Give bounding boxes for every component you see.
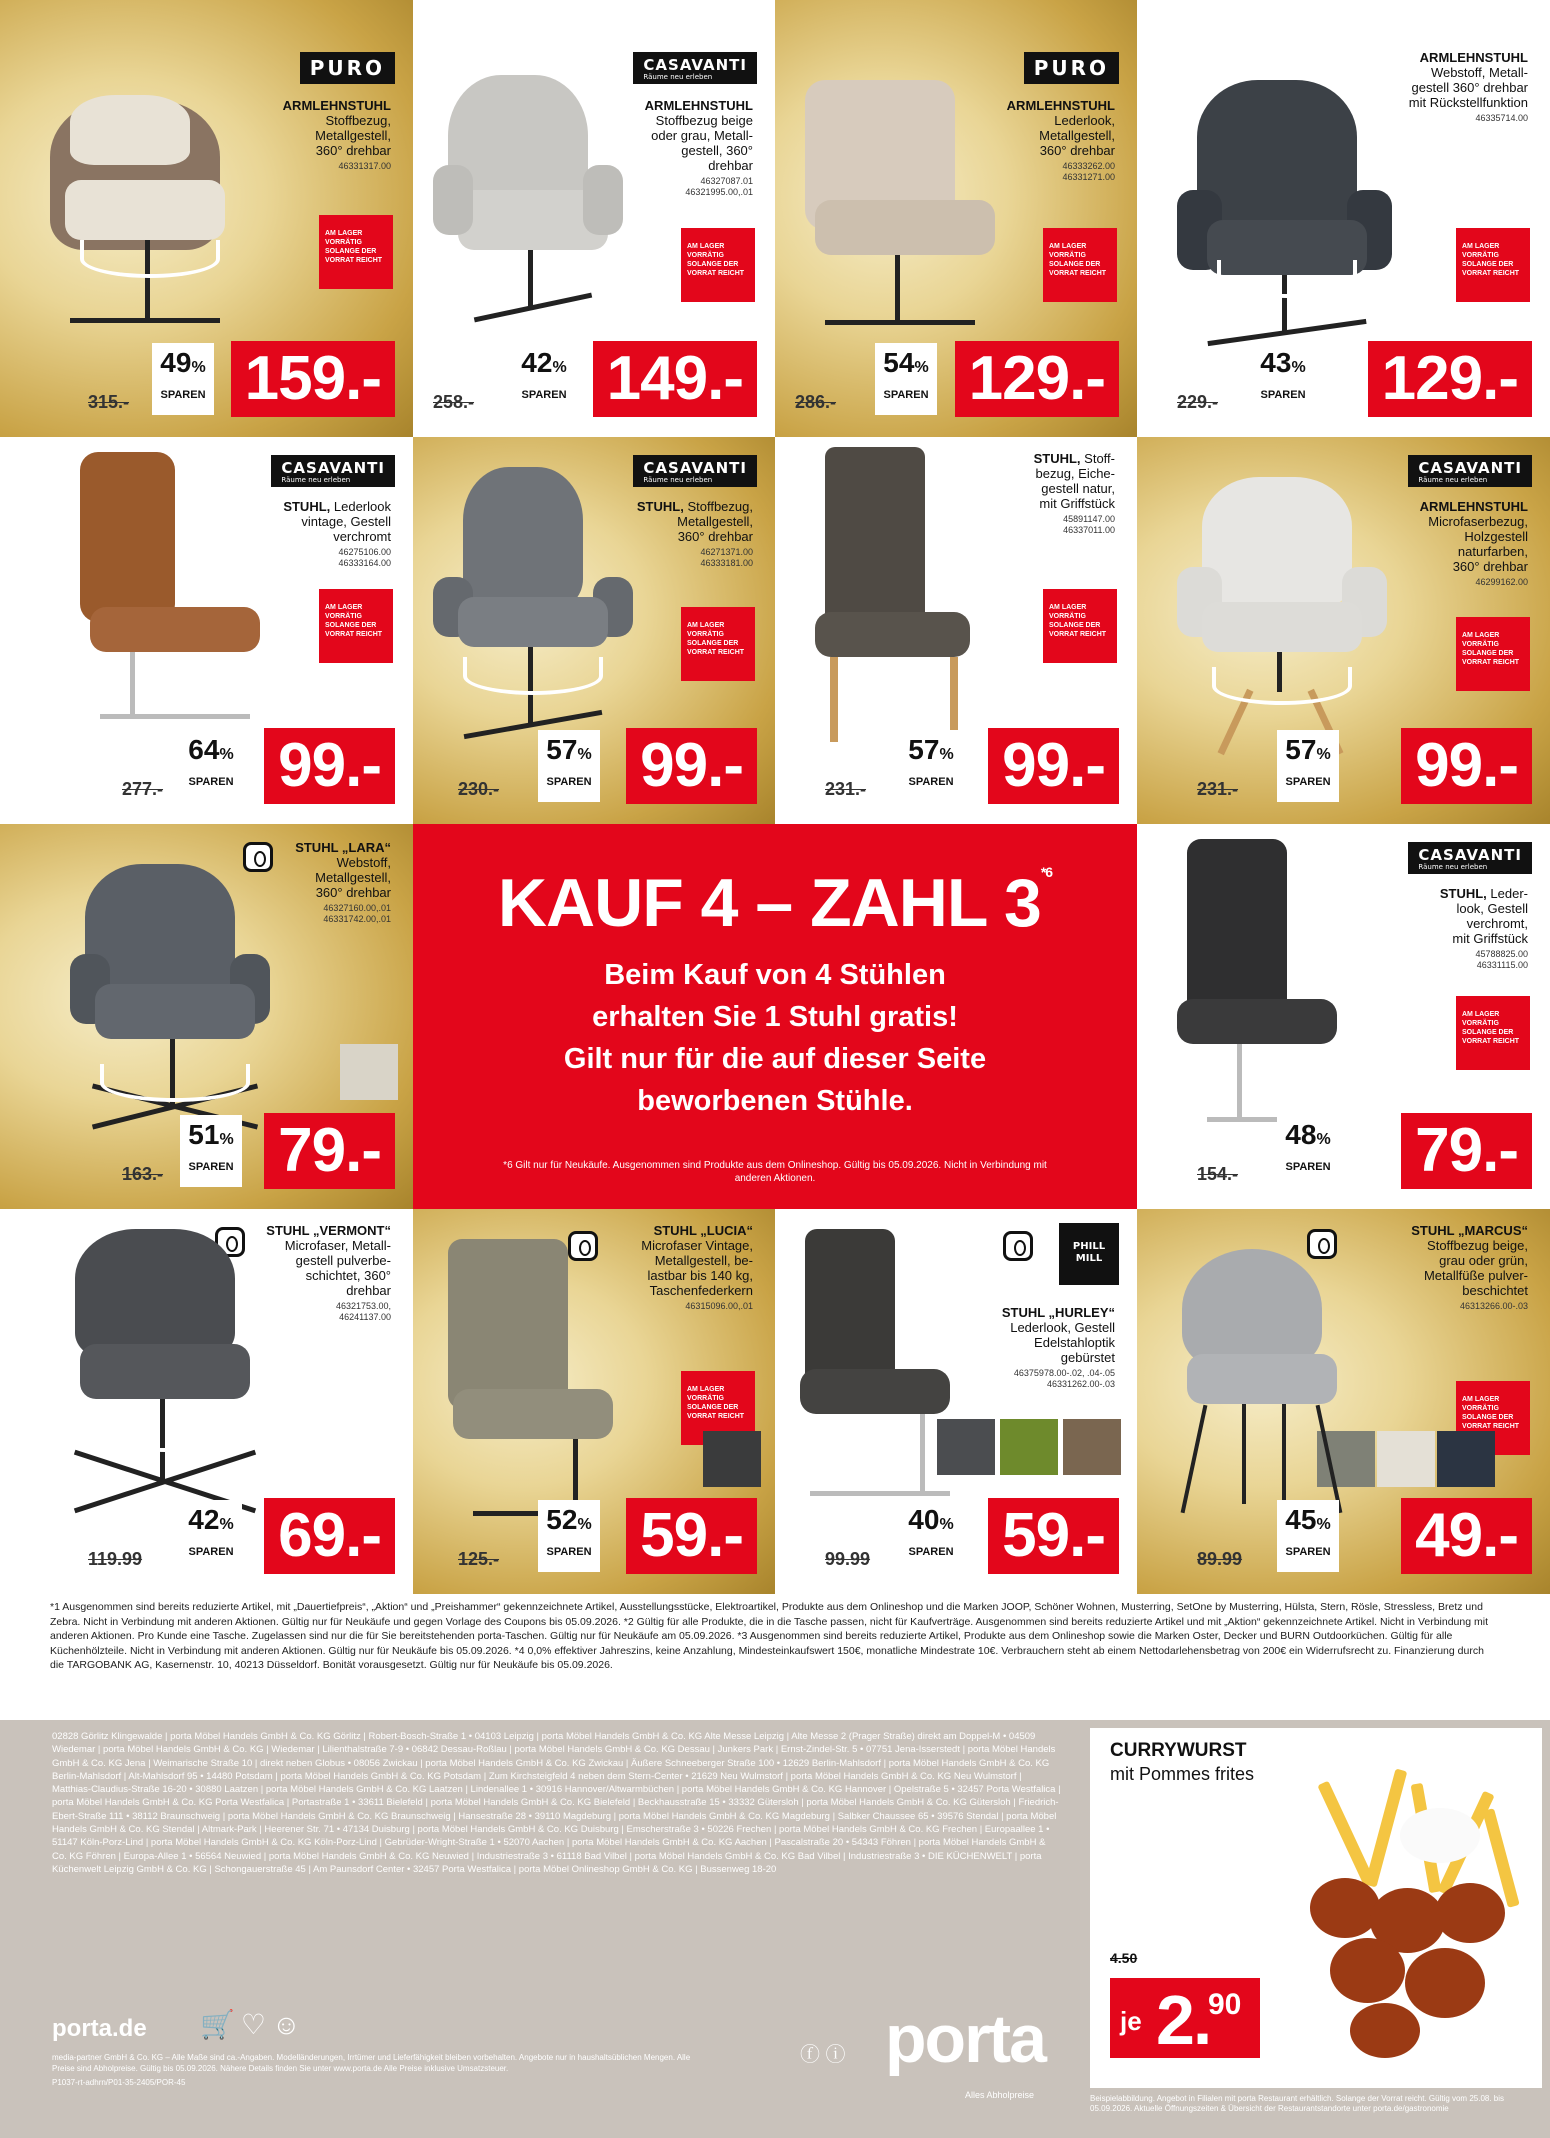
chair-image — [70, 864, 290, 1154]
discount-badge: 42% SPAREN — [513, 343, 575, 415]
desc-line: 360° drehbar — [1452, 559, 1528, 574]
promo-footnote: *6 Gilt nur für Neukäufe. Ausgenommen sind Produkte aus dem Onlineshop. Gültig bis 05.09.2026. Nicht in Verbindung mit anderen Aktionen. — [503, 1160, 1047, 1184]
article-number: 46331262.00-.03 — [1046, 1379, 1115, 1389]
product-card-8[interactable] — [1137, 437, 1550, 824]
price-tag: 69.- — [264, 1498, 395, 1574]
color-swatch[interactable] — [1377, 1431, 1435, 1487]
desc-line: Taschenfederkern — [649, 1283, 753, 1298]
product-card-10[interactable] — [1137, 824, 1550, 1209]
product-card-1[interactable] — [0, 0, 413, 437]
desc-line: vintage, Gestell — [301, 514, 391, 529]
product-title: ARMLEHNSTUHL — [1419, 50, 1528, 65]
chair-image — [60, 1229, 280, 1529]
desc-line: gestell, 360° — [681, 143, 753, 158]
desc-line: mit Griffstück — [1039, 496, 1115, 511]
chair-image — [50, 90, 260, 350]
chair-image — [790, 1229, 980, 1529]
discount-badge: 51% SPAREN — [180, 1115, 242, 1187]
footer-band — [0, 1720, 1550, 2138]
discount-badge: 57% SPAREN — [538, 730, 600, 802]
desc-line: 360° drehbar — [677, 529, 753, 544]
discount-badge: 54% SPAREN — [875, 343, 937, 415]
desc-line: naturfarben, — [1457, 544, 1528, 559]
chair-image — [1162, 1249, 1362, 1529]
article-number: 46275106.00 — [338, 547, 391, 557]
color-swatch[interactable] — [1063, 1419, 1121, 1475]
article-number: 46331742.00,.01 — [323, 914, 391, 924]
desc-line: Metallgestell, — [1039, 128, 1115, 143]
chair-image — [80, 452, 280, 752]
discount-badge: 57% SPAREN — [900, 730, 962, 802]
discount-badge: 52% SPAREN — [538, 1500, 600, 1572]
currywurst-image — [1270, 1768, 1530, 2068]
desc-line: Stoffbezug beige, — [1427, 1238, 1528, 1253]
desc-line: grau oder grün, — [1439, 1253, 1528, 1268]
product-title: STUHL, — [283, 499, 331, 514]
desc-line: Metallgestell, — [677, 514, 753, 529]
brand-logo: PHILL MILL — [1059, 1223, 1119, 1285]
desc-line: 360° drehbar — [1039, 143, 1115, 158]
price-tag: 49.- — [1401, 1498, 1532, 1574]
store-list: 02828 Görlitz Klingewalde | porta Möbel Handels GmbH & Co. KG Görlitz | Robert-Bosch-Straße 1 • 04103 Leipzig | porta Möbel Handels GmbH & Co. KG Alte Messe Leipzig | Alte Messe 2 (Prager Straße) direkt am Doppel-M • 04509 Wiedemar | porta Möbel Handels GmbH & Co. KG | Wiedemar | Lilienthalstraße 7-9 • 06842 Dessau-Roßlau | porta Möbel Handels GmbH & Co. KG Dessau | Junkers Park | Ernst-Zindel-Str. 5 • 07751 Jena-Isserstedt | porta Möbel Handels GmbH & Co. KG Jena | Weimarische Straße 10 | direkt neben Globus • 08056 Zwickau | porta Möbel Handels GmbH & Co. KG Zwickau | Äußere Schneeberger Straße 100 • 12629 Berlin-Mahlsdorf | porta Möbel Handels GmbH & Co. KG Berlin-Mahlsdorf | Alt-Mahlsdorf 95 • 14480 Potsdam | porta Möbel Handels GmbH & Co. KG Potsdam | Zum Kirchsteigfeld 4 neben dem Stern-Center • 21629 Neu Wulmstorf | porta Möbel Handels GmbH & Co. KG Neu Wulmstorf | Matthias-Claudius-Straße 16-20 • 30880 Laatzen | porta Möbel Handels GmbH & Co. KG Laatzen | Lindenallee 1 • 30916 Hannover/Altwarmbüchen | porta Möbel Handels GmbH & Co. KG Hannover | Opelstraße 5 • 32457 Porta Westfalica | porta Möbel Handels GmbH & Co. KG Porta Westfalica | Portastraße 1 • 33611 Bielefeld | porta Möbel Handels GmbH & Co. KG Bielefeld | Beckhausstraße 15 • 33332 Gütersloh | porta Möbel Handels GmbH & Co. KG Gütersloh | Friedrich-Ebert-Straße 111 • 38112 Braunschweig | porta Möbel Handels GmbH & Co. KG Braunschweig | Hansestraße 28 • 39110 Magdeburg | porta Möbel Handels GmbH & Co. KG Magdeburg | Salbker Chaussee 65 • 39576 Stendal | porta Möbel Handels GmbH & Co. KG Stendal | Altmark-Park | Heerener Str. 71 • 47134 Duisburg | porta Möbel Handels GmbH & Co. KG Duisburg | Emscherstraße 3 • 50226 Frechen | porta Möbel Handels GmbH & Co. KG Frechen | Europaallee 1 • 51147 Köln-Porz-Lind | porta Möbel Handels GmbH & Co. KG Köln-Porz-Lind | Gebrüder-Wright-Straße 1 • 52070 Aachen | porta Möbel Handels GmbH & Co. KG Aachen | Pascalstraße 20 • 54343 Föhren | porta Möbel Handels GmbH & Co. KG Föhren | Europa-Allee 1 • 56564 Neuwied | porta Möbel Handels GmbH & Co. KG Neuwied | Industriestraße 3 • 61118 Bad Vilbel | porta Möbel Handels GmbH & Co. KG Bad Vilbel | Industriestraße 3 • DIE KÜCHENWELT | porta Küchenwelt Leipzig GmbH & Co. KG | Schongauerstraße 45 | Am Paunsdorf Center • 32457 Porta Westfalica | porta Möbel Onlineshop GmbH & Co. KG | Bussenweg 18-20 — [52, 1731, 1061, 1875]
chair-image — [1177, 839, 1377, 1149]
discount-badge: 49% SPAREN — [152, 343, 214, 415]
desc-line: beschichtet — [1462, 1283, 1528, 1298]
price-tag: 149.- — [593, 341, 757, 417]
desc-line: bezug, Eiche- — [1035, 466, 1115, 481]
product-title: STUHL, — [1439, 886, 1487, 901]
brand-logo: CASAVANTI Räume neu erleben — [1408, 842, 1532, 874]
product-description — [1378, 886, 1528, 971]
desc-line: verchromt — [333, 529, 391, 544]
product-card-3[interactable] — [775, 0, 1137, 437]
price-tag: 79.- — [264, 1113, 395, 1189]
product-title: ARMLEHNSTUHL — [1419, 499, 1528, 514]
old-price: 229.- — [1177, 392, 1219, 412]
chair-image — [1177, 80, 1397, 370]
article-number: 46333181.00 — [700, 558, 753, 568]
social-icons[interactable]: ⓕ ⓘ — [800, 2044, 846, 2066]
chair-image — [1177, 477, 1387, 767]
product-title: STUHL „VERMONT“ — [266, 1223, 391, 1238]
desc-line: schichtet, 360° — [305, 1268, 391, 1283]
product-card-13[interactable] — [775, 1209, 1137, 1594]
price-tag: 79.- — [1401, 1113, 1532, 1189]
old-price: 119.99 — [88, 1549, 143, 1569]
desc-line: oder grau, Metall- — [651, 128, 753, 143]
old-price: 277.- — [122, 779, 164, 799]
price-tag: 99.- — [264, 728, 395, 804]
article-number: 46331271.00 — [1062, 172, 1115, 182]
old-price: 231.- — [1197, 779, 1239, 799]
porta-logo: porta — [885, 2001, 1045, 2077]
desc-line: 360° drehbar — [315, 885, 391, 900]
stock-badge: AM LAGER VORRÄTIG SOLANGE DER VORRAT REICHT — [1043, 589, 1117, 663]
desc-line: gebürstet — [1060, 1350, 1115, 1365]
price-tag: 129.- — [955, 341, 1119, 417]
product-title: STUHL „LARA“ — [295, 840, 391, 855]
stock-badge: AM LAGER VORRÄTIG SOLANGE DER VORRAT REICHT — [681, 607, 755, 681]
promo-banner — [413, 824, 1137, 1209]
discount-badge: 57% SPAREN — [1277, 730, 1339, 802]
imprint: media-partner GmbH & Co. KG – Alle Maße sind ca.-Angaben. Modelländerungen, Irrtümer und Lieferfähigkeit bleiben vorbehalten. Angebote nur in haushaltsüblichen Mengen. Alle Preise sind Abholpreise. Gültig bis 05.09.2026. Nähere Details finden Sie unter www.porta.de Alle Preise inklusive Umsatzsteuer. P1037-rt-adhrn/P01-35-2405/POR-45 — [52, 2053, 691, 2087]
product-title: STUHL „HURLEY“ — [1001, 1305, 1115, 1320]
product-card-4[interactable] — [1137, 0, 1550, 437]
color-swatch[interactable] — [1000, 1419, 1058, 1475]
stock-badge: AM LAGER VORRÄTIG SOLANGE DER VORRAT REICHT — [1456, 228, 1530, 302]
brand-logo: CASAVANTI Räume neu erleben — [633, 455, 757, 487]
discount-badge: 64% SPAREN — [180, 730, 242, 802]
desc-line: gestell 360° drehbar — [1411, 80, 1528, 95]
color-swatch[interactable] — [703, 1431, 761, 1487]
product-card-11[interactable] — [0, 1209, 413, 1594]
chair-image — [433, 467, 633, 757]
product-card-2[interactable] — [413, 0, 775, 437]
price-tag: 59.- — [626, 1498, 757, 1574]
food-old-price: 4.50 — [1110, 1950, 1138, 1966]
old-price: 99.99 — [825, 1549, 871, 1569]
stock-badge: AM LAGER VORRÄTIG SOLANGE DER VORRAT REICHT — [681, 228, 755, 302]
brand-logo: CASAVANTI Räume neu erleben — [633, 52, 757, 84]
desc-line: Stoffbezug beige — [655, 113, 753, 128]
chair-image — [433, 1239, 633, 1529]
desc-line: verchromt, — [1466, 916, 1528, 931]
article-number: 46331115.00 — [1476, 960, 1528, 970]
chair-image — [433, 70, 633, 350]
desc-line: Lederlook — [333, 499, 391, 514]
desc-line: Microfaserbezug, — [1428, 514, 1528, 529]
discount-badge: 43% SPAREN — [1252, 343, 1314, 415]
old-price: 89.99 — [1197, 1549, 1243, 1569]
brand-logo: CASAVANTI Räume neu erleben — [1408, 455, 1532, 487]
product-title: ARMLEHNSTUHL — [644, 98, 753, 113]
price-tag: 59.- — [988, 1498, 1119, 1574]
article-number: 46313266.00-.03 — [1459, 1301, 1528, 1311]
product-description — [975, 451, 1115, 536]
article-number: 46271371.00 — [700, 547, 753, 557]
old-price: 286.- — [795, 392, 837, 412]
desc-line: Stoffbezug, — [687, 499, 753, 514]
desc-line: 360° drehbar — [315, 143, 391, 158]
desc-line: Lederlook, Gestell — [1010, 1320, 1115, 1335]
desc-line: Holzgestell — [1464, 529, 1528, 544]
desc-line: lastbar bis 140 kg, — [647, 1268, 753, 1283]
food-price-tag: je 2. 90 — [1110, 1978, 1260, 2058]
color-swatch[interactable] — [340, 1044, 398, 1100]
old-price: 231.- — [825, 779, 867, 799]
desc-line: gestell natur, — [1041, 481, 1115, 496]
product-title: STUHL „MARCUS“ — [1411, 1223, 1528, 1238]
old-price: 230.- — [458, 779, 500, 799]
shop-icons[interactable]: 🛒♡☺ — [200, 2009, 307, 2040]
food-title: CURRYWURST — [1110, 1740, 1247, 1761]
website-link[interactable]: porta.de — [52, 2015, 147, 2042]
product-card-5[interactable] — [0, 437, 413, 824]
product-title: ARMLEHNSTUHL — [282, 98, 391, 113]
desc-line: Microfaser Vintage, — [641, 1238, 753, 1253]
desc-line: Metallgestell, — [315, 128, 391, 143]
price-tag: 129.- — [1368, 341, 1532, 417]
article-number: 45891147.00 — [1063, 514, 1115, 524]
old-price: 258.- — [433, 392, 475, 412]
article-number: 46337011.00 — [1063, 525, 1115, 535]
article-number: 46327160.00,.01 — [323, 903, 391, 913]
desc-line: Metallgestell, — [315, 870, 391, 885]
article-number: 46331317.00 — [338, 161, 391, 171]
food-subtitle: mit Pommes frites — [1110, 1764, 1255, 1784]
article-number: 46333262.00 — [1062, 161, 1115, 171]
price-tag: 99.- — [988, 728, 1119, 804]
stock-badge: AM LAGER VORRÄTIG SOLANGE DER VORRAT REICHT — [1043, 228, 1117, 302]
promo-body: Beim Kauf von 4 Stühlen erhalten Sie 1 Stuhl gratis! Gilt nur für die auf dieser Seite beworbenen Stühle. — [563, 959, 987, 1117]
price-tag: 159.- — [231, 341, 395, 417]
product-card-6[interactable] — [413, 437, 775, 824]
desc-line: Microfaser, Metall- — [284, 1238, 391, 1253]
desc-line: gestell pulverbe- — [295, 1253, 391, 1268]
food-footnote: Beispielabbildung. Angebot in Filialen mit porta Restaurant erhältlich. Solange der Vorrat reicht. Gültig vom 25.08. bis 05.09.2026. Aktuelle Öffnungszeiten & Übersicht der Restaurantstandorte unter porta.de/gastronomie — [1090, 2094, 1505, 2113]
color-swatch[interactable] — [1437, 1431, 1495, 1487]
promo-headline: KAUF 4 – ZAHL 3$^{*6}$ — [497, 864, 1053, 941]
product-title: STUHL „LUCIA“ — [653, 1223, 753, 1238]
sustainability-icon — [1003, 1231, 1033, 1261]
brand-logo: PURO — [300, 52, 395, 84]
stock-badge: AM LAGER VORRÄTIG SOLANGE DER VORRAT REICHT — [1456, 1381, 1530, 1455]
chair-image — [795, 80, 1005, 360]
price-tag: 99.- — [626, 728, 757, 804]
article-number: 46321995.00,.01 — [685, 187, 753, 197]
desc-line: mit Griffstück — [1452, 931, 1528, 946]
article-number: 46327087.01 — [700, 176, 753, 186]
desc-line: Lederlook, — [1054, 113, 1115, 128]
desc-line: Stoffbezug, — [325, 113, 391, 128]
product-description — [1368, 499, 1528, 588]
legal-footnotes: *1 Ausgenommen sind bereits reduzierte Artikel, mit „Dauertiefpreis“, „Aktion“ und „Preishammer“ gekennzeichnete Artikel, Ausstellungsstücke, Elektroartikel, Produkte aus dem Onlineshop und die Marken JOOP, Schöner Wohnen, Musterring, SetOne by Musterring, Hülsta, Stern, Rösle, Stressless, Bretz und Zebra. Nicht in Verbindung mit anderen Aktionen. Gültig nur für Neukäufe und gegen Vorlage des Coupons bis 05.09.2026. *2 Gültig für alle Produkte, die in die Tasche passen, nicht für Kaufverträge. Ausgenommen sind bereits reduzierte Artikel und mit „Aktion“ gekennzeichnete Artikel. Nicht in Verbindung mit anderen Aktionen. Pro Kunde eine Tasche. Zugelassen sind nur die für Sie bereitstehenden porta-Taschen. Gültig nur für Neukäufe am 05.09.2026. *3 Ausgenommen sind bereits reduzierte Artikel, Produkte aus dem Onlineshop sowie die Marken Oster, Decker und BURN Outdoorküchen. Gültig für alle Küchenhölzteile. Nicht in Verbindung mit anderen Aktionen. Gültig nur für Neukäufe bis 05.09.2026. *4 0,0% effektiver Jahreszins, keine Anzahlung, Mindesteinkaufswert 150€, monatliche Mindestrate 10€. Verbrauchern steht ab einem Nettodarlehensbetrag von 200€ ein Widerrufsrecht zu. Finanzierung durch die TARGOBANK AG, Kasernenstr. 10, 40213 Düsseldorf. Bonität vorausgesetzt. Gültig nur für Neukäufe bis 05.09.2026. — [50, 1601, 1488, 1671]
restaurant-offer — [1090, 1728, 1542, 2088]
product-card-9[interactable] — [0, 824, 413, 1209]
article-number: 46335714.00 — [1475, 113, 1528, 123]
desc-line: drehbar — [708, 158, 753, 173]
discount-badge: 45% SPAREN — [1277, 1500, 1339, 1572]
brand-logo: CASAVANTI Räume neu erleben — [271, 455, 395, 487]
chair-image — [805, 447, 995, 757]
product-title: STUHL, — [636, 499, 684, 514]
price-tag: 99.- — [1401, 728, 1532, 804]
stock-badge: AM LAGER VORRÄTIG SOLANGE DER VORRAT REICHT — [1456, 617, 1530, 691]
discount-badge: 48% SPAREN — [1277, 1115, 1339, 1187]
product-card-7[interactable] — [775, 437, 1137, 824]
article-number: 46375978.00-.02, .04-.05 — [1013, 1368, 1115, 1378]
brand-logo: PURO — [1024, 52, 1119, 84]
article-number: 46299162.00 — [1475, 577, 1528, 587]
desc-line: Metallgestell, be- — [654, 1253, 753, 1268]
discount-badge: 40% SPAREN — [900, 1500, 962, 1572]
stock-badge: AM LAGER VORRÄTIG SOLANGE DER VORRAT REICHT — [1456, 996, 1530, 1070]
desc-line: Webstoff, — [336, 855, 391, 870]
product-title: STUHL, — [1033, 451, 1081, 466]
desc-line: mit Rückstellfunktion — [1408, 95, 1528, 110]
desc-line: Edelstahloptik — [1034, 1335, 1115, 1350]
article-number: 45788825.00 — [1475, 949, 1528, 959]
desc-line: Webstoff, Metall- — [1430, 65, 1528, 80]
old-price: 315.- — [88, 392, 130, 412]
product-title: ARMLEHNSTUHL — [1006, 98, 1115, 113]
desc-line: look, Gestell — [1456, 901, 1528, 916]
desc-line: Stoff- — [1084, 451, 1115, 466]
stock-badge: AM LAGER VORRÄTIG SOLANGE DER VORRAT REICHT — [319, 215, 393, 289]
article-number: 46315096.00,.01 — [685, 1301, 753, 1311]
article-number: 46321753.00, — [335, 1301, 391, 1311]
desc-line: drehbar — [346, 1283, 391, 1298]
logo-subline: Alles Abholpreise — [965, 2090, 1035, 2100]
article-number: 46241137.00 — [339, 1312, 391, 1322]
product-card-14[interactable] — [1137, 1209, 1550, 1594]
stock-badge: AM LAGER VORRÄTIG SOLANGE DER VORRAT REICHT — [681, 1371, 755, 1445]
old-price: 125.- — [458, 1549, 500, 1569]
discount-badge: 42% SPAREN — [180, 1500, 242, 1572]
desc-line: Leder- — [1490, 886, 1528, 901]
product-card-12[interactable] — [413, 1209, 775, 1594]
desc-line: Metallfüße pulver- — [1423, 1268, 1528, 1283]
old-price: 154.- — [1197, 1164, 1239, 1184]
product-description — [1368, 1223, 1528, 1312]
stock-badge: AM LAGER VORRÄTIG SOLANGE DER VORRAT REICHT — [319, 589, 393, 663]
article-number: 46333164.00 — [338, 558, 391, 568]
old-price: 163.- — [122, 1164, 164, 1184]
